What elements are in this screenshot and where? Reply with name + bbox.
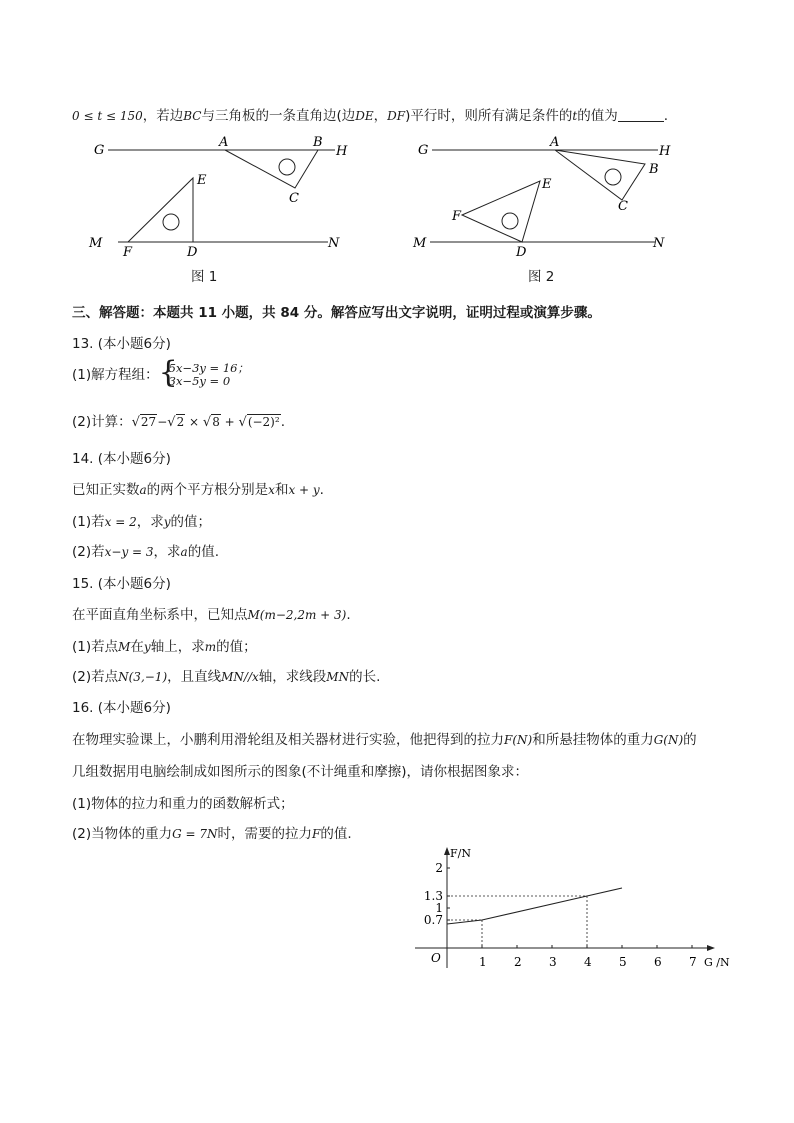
equation-2: 3x−5y = 0 — [168, 374, 231, 388]
x-tick-label: 6 — [654, 955, 662, 969]
fig1-label-b: B — [313, 135, 323, 150]
q15-part1: (1)若点M在y轴上，求m的值； — [72, 639, 257, 655]
fig1-label-c: C — [289, 191, 299, 206]
fig2-label-f: F — [452, 209, 462, 224]
fig1-label-f: F — [123, 245, 133, 260]
fig2-label-h: H — [659, 144, 671, 159]
q16-part2: (2)当物体的重力G = 7N时，需要的拉力F的值. — [72, 826, 352, 842]
sqrt-icon: √ — [131, 415, 140, 430]
range-expr: 0 ≤ t ≤ 150 — [72, 109, 143, 123]
y-tick-label: 0.7 — [423, 913, 443, 927]
q13-part2: (2)计算：√27−√2 × √8 + √(−2)². — [72, 414, 285, 430]
y-tick-label: 1 — [435, 901, 443, 915]
y-tick-label: 1.3 — [423, 889, 443, 903]
intro-line: 0 ≤ t ≤ 150，若边BC与三角板的一条直角边(边DE，DF)平行时，则所有满足条件的t的值为 . — [72, 108, 668, 124]
fig2-label-e: E — [542, 177, 552, 192]
x-tick-label: 4 — [584, 955, 592, 969]
q15-part2: (2)若点N(3,−1)，且直线MN//x轴，求线段MN的长. — [72, 669, 381, 685]
series-line — [447, 888, 622, 924]
figure-1 — [80, 130, 370, 290]
y-tick-label: 2 — [435, 861, 443, 875]
fig2-label-b: B — [649, 162, 659, 177]
x-axis-arrow-icon — [707, 945, 715, 951]
q14-stem: 已知正实数a的两个平方根分别是x和x + y. — [72, 482, 324, 498]
x-tick-label: 1 — [479, 955, 487, 969]
fig2-label-g: G — [418, 143, 429, 158]
q16-part1: (1)物体的拉力和重力的函数解析式； — [72, 796, 294, 812]
fig2-label-a: A — [550, 135, 560, 150]
x-tick-label: 7 — [689, 955, 697, 969]
q15-title: 15. (本小题6分) — [72, 576, 171, 592]
answer-blank — [618, 121, 664, 122]
fig1-label-a: A — [219, 135, 229, 150]
x-axis-label: G /N — [704, 956, 730, 969]
q16-stem-1: 在物理实验课上，小鹏利用滑轮组及相关器材进行实验，他把得到的拉力F(N)和所悬挂物体的重力G(N)的 — [72, 732, 697, 748]
fig1-label-m: M — [89, 236, 103, 251]
figure-1-caption: 图 1 — [191, 269, 218, 285]
fg-chart — [415, 840, 735, 980]
q15-stem: 在平面直角坐标系中，已知点M(m−2,2m + 3). — [72, 607, 351, 623]
brace-icon: { — [158, 355, 178, 390]
y-axis-label: F/N — [450, 847, 471, 860]
q14-part1: (1)若x = 2，求y的值； — [72, 514, 211, 530]
fig1-label-d: D — [187, 245, 198, 260]
section-3-heading: 三、解答题：本题共 11 小题，共 84 分。解答应写出文字说明，证明过程或演算步骤。 — [72, 305, 601, 321]
x-tick-label: 3 — [549, 955, 557, 969]
origin-label: O — [431, 951, 441, 965]
q13-part1: (1)解方程组： { 5x−3y = 16； 3x−5y = 0 — [72, 355, 249, 390]
figure-2-caption: 图 2 — [528, 269, 555, 285]
fig2-label-n: N — [653, 236, 665, 251]
x-tick-label: 5 — [619, 955, 627, 969]
fig1-label-e: E — [197, 173, 207, 188]
q13-title: 13. (本小题6分) — [72, 336, 171, 352]
fig2-label-c: C — [618, 199, 628, 214]
q16-title: 16. (本小题6分) — [72, 700, 171, 716]
q16-stem-2: 几组数据用电脑绘制成如图所示的图象(不计绳重和摩擦)，请你根据图象求： — [72, 764, 529, 780]
fig2-label-d: D — [516, 245, 527, 260]
fig2-label-m: M — [413, 236, 427, 251]
equation-1: 5x−3y = 16； — [168, 361, 249, 375]
fig1-label-h: H — [336, 144, 348, 159]
fig1-label-g: G — [94, 143, 105, 158]
x-tick-label: 2 — [514, 955, 522, 969]
q14-part2: (2)若x−y = 3，求a的值. — [72, 544, 219, 560]
fig1-label-n: N — [328, 236, 340, 251]
q14-title: 14. (本小题6分) — [72, 451, 171, 467]
